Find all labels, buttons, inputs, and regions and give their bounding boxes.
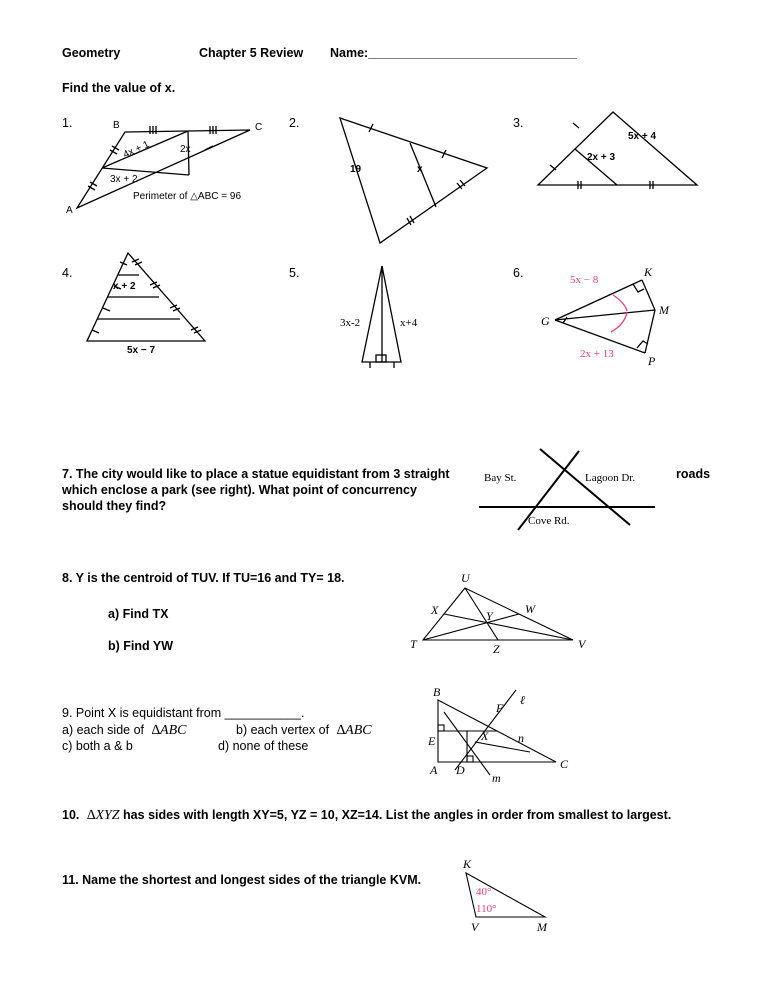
label-vertex-c: C (560, 757, 569, 771)
label-19: 19 (350, 164, 362, 175)
label-4x-plus-1: 4x + 1 (121, 139, 152, 161)
label-vertex-v: V (578, 637, 586, 651)
label-vertex-k: K (644, 265, 653, 279)
label-angle-40: 40° (476, 886, 492, 898)
question-9-option-d[interactable]: d) none of these (218, 739, 309, 753)
problem-number-6: 6. (513, 266, 524, 280)
question-10-text: has sides with length XY=5, YZ = 10, XZ=14. List the angles in order from smallest to largest. (119, 808, 672, 822)
problem-number-2: 2. (289, 116, 300, 130)
instructions: Find the value of x. (62, 81, 176, 95)
label-vertex-b: B (113, 120, 120, 131)
label-5x-minus-7: 5x − 7 (127, 345, 156, 356)
label-vertex-b: B (433, 685, 441, 699)
triangle-abc-b: ∆ABC (336, 723, 372, 738)
label-line-n: n (518, 731, 524, 745)
label-angle-110: 110° (476, 903, 497, 915)
problem-number-3: 3. (513, 116, 524, 130)
label-5x-minus-8: 5x − 8 (570, 274, 599, 286)
question-8a: a) Find TX (108, 607, 169, 621)
question-9-option-c[interactable]: c) both a & b (62, 739, 133, 753)
chapter-title: Chapter 5 Review (199, 46, 304, 60)
label-2x-plus-13: 2x + 13 (580, 348, 614, 360)
label-3x-plus-2: 3x + 2 (110, 174, 138, 185)
label-vertex-m: M (537, 920, 547, 934)
question-8b: b) Find YW (108, 639, 174, 653)
problem-number-4: 4. (62, 266, 73, 280)
question-9-option-b[interactable] (236, 722, 372, 739)
question-7-line-2: which enclose a park (see right). What point of concurrency (62, 483, 417, 497)
name-field[interactable]: Name:______________________________ (330, 46, 577, 60)
label-vertex-u: U (461, 571, 470, 585)
label-point-e: E (428, 734, 436, 748)
problem-number-5: 5. (289, 266, 300, 280)
question-9-option-a[interactable] (62, 722, 187, 739)
question-9: 9. Point X is equidistant from ___________. (62, 706, 305, 720)
label-vertex-t: T (410, 637, 417, 651)
course-title: Geometry (62, 46, 121, 60)
label-5x-plus-4: 5x + 4 (628, 131, 657, 142)
question-8: 8. Y is the centroid of TUV. If TU=16 and TY= 18. (62, 571, 345, 585)
label-point-d: D (456, 763, 465, 777)
label-cove-rd: Cove Rd. (528, 515, 570, 527)
question-10 (62, 807, 671, 824)
option-b-label: b) each vertex of (236, 723, 330, 737)
question-7-roads: roads (676, 467, 711, 481)
label-line-m: m (492, 771, 501, 785)
label-point-f: F (496, 701, 504, 715)
label-lagoon-dr: Lagoon Dr. (585, 472, 636, 484)
label-vertex-v: V (471, 920, 479, 934)
label-vertex-m: M (659, 303, 669, 317)
label-3x-minus-2: 3x-2 (340, 317, 361, 329)
label-x-plus-2: x + 2 (113, 281, 136, 292)
question-11: 11. Name the shortest and longest sides of the triangle KVM. (62, 873, 422, 887)
label-centroid-y: Y (486, 609, 493, 623)
label-point-x: X (481, 729, 489, 743)
label-x: x (417, 164, 423, 175)
label-2x-plus-3: 2x + 3 (587, 152, 616, 163)
triangle-abc-a: ∆ABC (151, 723, 187, 738)
question-10-number: 10. (62, 808, 80, 822)
label-line-l: ℓ (520, 693, 525, 707)
label-x-plus-4: x+4 (400, 317, 418, 329)
label-bay-st: Bay St. (484, 472, 517, 484)
label-point-z: Z (493, 642, 500, 656)
triangle-xyz: ∆XYZ (86, 808, 120, 823)
question-7-line-1: 7. The city would like to place a statue equidistant from 3 straight (62, 467, 450, 481)
option-a-label: a) each side of (62, 723, 144, 737)
label-vertex-a: A (430, 763, 438, 777)
question-7-line-3: should they find? (62, 499, 167, 513)
problem-number-1: 1. (62, 116, 73, 130)
label-vertex-p: P (648, 354, 656, 368)
label-point-w: W (525, 602, 535, 616)
label-vertex-k: K (463, 857, 472, 871)
label-vertex-c: C (255, 122, 263, 133)
label-perimeter: Perimeter of △ABC = 96 (133, 191, 242, 202)
label-vertex-a: A (66, 205, 73, 216)
label-point-x: X (431, 603, 439, 617)
label-vertex-g: G (541, 314, 550, 328)
label-2x: 2x (180, 144, 191, 155)
